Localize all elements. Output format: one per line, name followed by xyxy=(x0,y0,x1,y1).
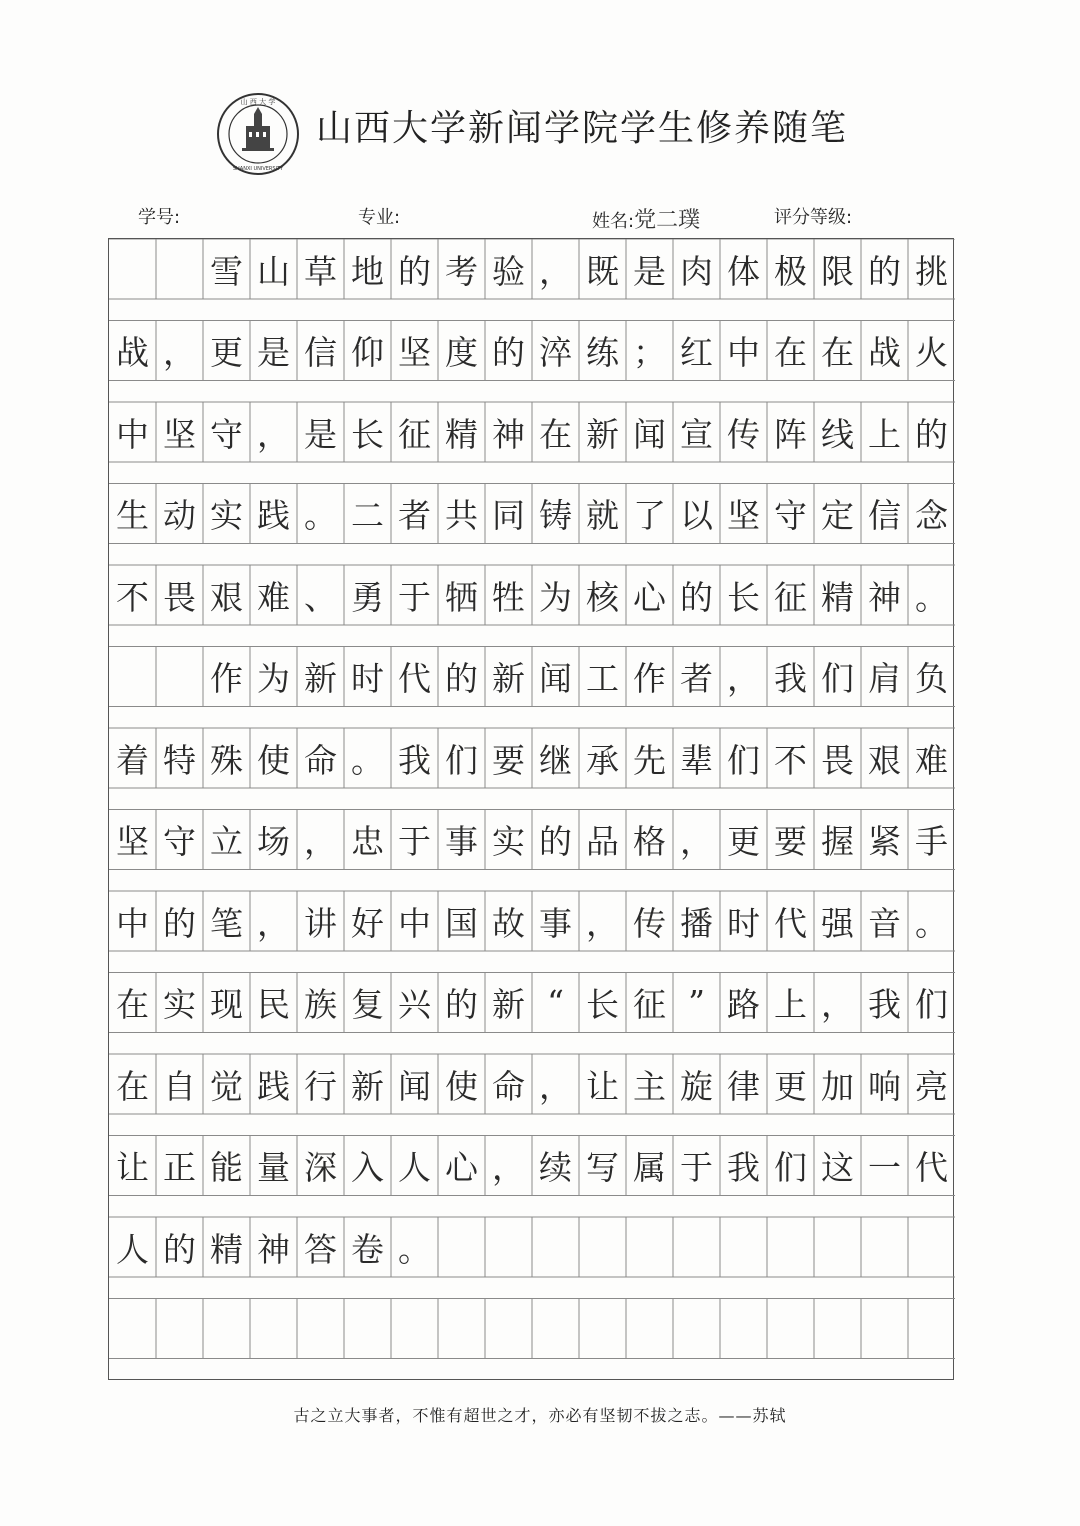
grid-cell: 时 xyxy=(351,659,384,698)
grid-cell: 行 xyxy=(304,1066,337,1106)
grid-cell: 于 xyxy=(398,577,431,617)
grid-cell: 新 xyxy=(492,985,525,1024)
grid-cell: 紧 xyxy=(868,822,901,861)
grid-cell: 信 xyxy=(304,333,337,372)
grid-cell: 新 xyxy=(586,414,619,454)
grid-cell: 艰 xyxy=(210,577,243,617)
grid-cell: 的 xyxy=(539,822,572,861)
grid-cell: 承 xyxy=(586,740,619,780)
grid-cell: 考 xyxy=(445,251,478,291)
grid-cell: 好 xyxy=(351,903,384,943)
grid-cell: 神 xyxy=(868,577,901,617)
grid-cell: 辈 xyxy=(680,740,713,780)
grid-cell: 律 xyxy=(727,1066,760,1106)
svg-text:山 西 大 学: 山 西 大 学 xyxy=(240,98,276,106)
grid-cell: 长 xyxy=(351,414,384,454)
grid-cell xyxy=(673,1217,720,1277)
grid-cell xyxy=(344,1299,391,1359)
grid-cell xyxy=(814,1299,861,1359)
grid-cell: 更 xyxy=(210,333,243,372)
grid-cell: 们 xyxy=(915,985,948,1024)
grid-cell: 实 xyxy=(492,822,525,861)
grid-cell: 艰 xyxy=(868,740,901,780)
grid-cell xyxy=(908,1299,955,1359)
grid-cell: ， xyxy=(492,1148,525,1187)
name-label: 姓名: xyxy=(592,211,635,232)
grid-cell: 格 xyxy=(633,822,666,861)
grid-cell: 量 xyxy=(257,1148,290,1187)
grid-cell: ， xyxy=(163,333,196,372)
grid-cell xyxy=(579,1299,626,1359)
grid-cell: 事 xyxy=(539,903,572,943)
grid-cell: ， xyxy=(539,251,572,291)
grid-row xyxy=(109,402,955,462)
grid-cell: 上 xyxy=(868,414,901,454)
grid-row xyxy=(109,239,955,299)
grid-cell: 铸 xyxy=(539,496,572,535)
grid-cell: 动 xyxy=(163,496,196,535)
grid-cell: 为 xyxy=(257,659,290,698)
grid-row xyxy=(109,321,955,381)
grid-row xyxy=(109,1299,955,1359)
grid-cell: 们 xyxy=(445,740,478,780)
grid-cell: 们 xyxy=(774,1148,807,1187)
grid-cell: 难 xyxy=(915,740,948,780)
grid-cell: 畏 xyxy=(163,577,196,617)
grid-cell: 心 xyxy=(445,1148,478,1187)
grid-cell: 实 xyxy=(210,496,243,535)
grid-cell xyxy=(861,1217,908,1277)
grid-cell xyxy=(532,1217,579,1277)
writing-grid xyxy=(108,238,954,1380)
grid-cell: 定 xyxy=(821,496,854,535)
grid-cell: 、 xyxy=(304,577,337,617)
grid-cell: 限 xyxy=(821,251,854,291)
grid-cell xyxy=(297,1299,344,1359)
grid-cell: 践 xyxy=(257,1066,290,1106)
grid-cell: 正 xyxy=(163,1148,196,1187)
grid-cell: 深 xyxy=(304,1148,337,1187)
grid-cell: 念 xyxy=(915,496,948,535)
grid-cell: 让 xyxy=(116,1148,149,1187)
grid-cell: 的 xyxy=(868,251,901,291)
grid-cell: 淬 xyxy=(539,333,572,372)
grid-cell: 雪 xyxy=(210,251,243,291)
grid-cell: 工 xyxy=(586,659,619,698)
grid-cell: 续 xyxy=(539,1148,572,1187)
grid-cell: 。 xyxy=(915,903,948,943)
grid-cell: 继 xyxy=(539,740,572,780)
grid-row xyxy=(109,1054,955,1114)
grid-cell xyxy=(485,1217,532,1277)
grid-row xyxy=(109,810,955,870)
grid-row xyxy=(109,565,955,625)
grid-cell: 的 xyxy=(680,577,713,617)
grid-cell: 于 xyxy=(680,1148,713,1187)
grid-cell: 在 xyxy=(539,414,572,454)
grid-cell: 的 xyxy=(915,414,948,454)
grid-cell: ， xyxy=(821,985,854,1024)
grid-row xyxy=(109,1217,955,1277)
grid-cell: 牲 xyxy=(492,577,525,617)
grid-cell xyxy=(391,1299,438,1359)
grid-cell: 传 xyxy=(727,414,760,454)
grid-cell xyxy=(626,1299,673,1359)
grid-cell: 极 xyxy=(774,251,807,291)
grid-cell: 守 xyxy=(210,414,243,454)
grid-cell: 握 xyxy=(821,822,854,861)
grid-cell: 忠 xyxy=(351,822,384,861)
grid-cell: 为 xyxy=(539,577,572,617)
grade-label: 评分等级: xyxy=(774,207,853,228)
grid-cell: 牺 xyxy=(445,577,478,617)
grid-cell: 代 xyxy=(915,1148,948,1187)
grid-cell: 上 xyxy=(774,985,807,1024)
grid-cell: 我 xyxy=(868,985,901,1024)
grid-cell: ， xyxy=(257,903,290,943)
grid-row xyxy=(109,647,955,707)
grid-cell: 的 xyxy=(398,251,431,291)
grid-cell: 仰 xyxy=(351,333,384,372)
grid-cell: 在 xyxy=(774,333,807,372)
grid-cell: 立 xyxy=(210,822,243,861)
grid-cell: 者 xyxy=(680,659,713,698)
grid-cell: 练 xyxy=(586,333,619,372)
name-value: 党二璞 xyxy=(634,208,701,233)
grid-cell: 阵 xyxy=(774,414,807,454)
grid-cell: 要 xyxy=(774,822,807,861)
grid-cell: 能 xyxy=(210,1148,243,1187)
grid-cell: ， xyxy=(586,903,619,943)
grid-cell: 体 xyxy=(727,251,760,291)
grid-cell: 在 xyxy=(821,333,854,372)
grid-cell: 生 xyxy=(116,496,149,535)
student-id-label: 学号: xyxy=(138,207,181,228)
grid-cell: 践 xyxy=(257,496,290,535)
grid-row xyxy=(109,973,955,1033)
grid-cell: 自 xyxy=(163,1066,196,1106)
grid-cell: 同 xyxy=(492,496,525,535)
grid-cell: 守 xyxy=(163,822,196,861)
grid-cell: 的 xyxy=(445,659,478,698)
grid-cell: 线 xyxy=(821,414,854,454)
grid-cell: 新 xyxy=(351,1066,384,1106)
grid-cell: 更 xyxy=(727,822,760,861)
grid-cell: 新 xyxy=(492,659,525,698)
grid-cell: 中 xyxy=(116,903,149,943)
grid-cell: 山 xyxy=(257,251,290,291)
grid-cell: 长 xyxy=(586,985,619,1024)
footer-quote: 古之立大事者，不惟有超世之才，亦必有坚韧不拔之志。——苏轼 xyxy=(293,1406,787,1425)
grid-cell: 传 xyxy=(633,903,666,943)
grid-cell: 的 xyxy=(492,333,525,372)
grid-cell xyxy=(767,1217,814,1277)
grid-cell: 我 xyxy=(727,1148,760,1187)
grid-cell: 的 xyxy=(445,985,478,1024)
grid-cell: 觉 xyxy=(210,1066,243,1106)
grid-cell: 们 xyxy=(821,659,854,698)
grid-cell xyxy=(626,1217,673,1277)
grid-cell: 既 xyxy=(586,251,619,291)
grid-cell: 我 xyxy=(774,659,807,698)
grid-cell: 闻 xyxy=(539,659,572,698)
grid-cell xyxy=(109,1299,156,1359)
grid-cell: 使 xyxy=(445,1066,478,1106)
grid-cell: 长 xyxy=(727,577,760,617)
grid-cell: 是 xyxy=(633,251,666,291)
grid-cell xyxy=(109,239,156,299)
grid-cell: 我 xyxy=(398,740,431,780)
grid-cell: 草 xyxy=(304,251,337,291)
grid-cell: 坚 xyxy=(727,496,760,535)
grid-cell: 以 xyxy=(680,496,713,535)
grid-cell: 中 xyxy=(398,903,431,943)
grid-cell xyxy=(438,1299,485,1359)
grid-cell: 代 xyxy=(774,903,807,943)
grid-cell: 核 xyxy=(586,577,619,617)
grid-cell: 精 xyxy=(821,577,854,617)
grid-cell: 加 xyxy=(821,1066,854,1106)
grid-cell: ， xyxy=(539,1066,572,1106)
grid-cell: 人 xyxy=(398,1148,431,1187)
grid-row xyxy=(109,484,955,544)
grid-cell: 。 xyxy=(351,740,384,780)
grid-cell xyxy=(156,239,203,299)
grid-cell: 先 xyxy=(633,740,666,780)
grid-cell: ， xyxy=(680,822,713,861)
major-label: 专业: xyxy=(358,207,401,228)
grid-cell: 心 xyxy=(633,577,666,617)
grid-cell: 兴 xyxy=(398,985,431,1024)
grid-cell: 实 xyxy=(163,985,196,1024)
grid-cell: 着 xyxy=(116,740,149,780)
grid-cell: 音 xyxy=(868,903,901,943)
grid-cell xyxy=(156,647,203,707)
grid-cell: 挑 xyxy=(915,251,948,291)
grid-cell: 肩 xyxy=(868,659,901,698)
grid-cell xyxy=(532,1299,579,1359)
grid-cell: 笔 xyxy=(210,903,243,943)
grid-cell: 一 xyxy=(868,1148,901,1187)
grid-cell: 复 xyxy=(351,985,384,1024)
grid-cell: 精 xyxy=(445,414,478,454)
svg-text:SHANXI UNIVERSITY: SHANXI UNIVERSITY xyxy=(232,166,284,172)
grid-cell: 民 xyxy=(257,985,290,1024)
grid-cell: 者 xyxy=(398,496,431,535)
grid-cell: 族 xyxy=(304,985,337,1024)
grid-cell xyxy=(908,1217,955,1277)
grid-cell: 。 xyxy=(398,1229,431,1269)
grid-cell: 宣 xyxy=(680,414,713,454)
grid-cell: 坚 xyxy=(116,822,149,861)
grid-cell: 火 xyxy=(915,333,948,372)
grid-cell: 更 xyxy=(774,1066,807,1106)
grid-cell: 神 xyxy=(257,1229,290,1269)
grid-cell: 属 xyxy=(633,1148,666,1187)
grid-cell: 作 xyxy=(633,659,666,698)
grid-cell: 强 xyxy=(821,903,854,943)
grid-cell: 就 xyxy=(586,496,619,535)
grid-cell: ； xyxy=(633,333,666,372)
grid-cell: 要 xyxy=(492,740,525,780)
page-title: 山西大学新闻学院学生修养随笔 xyxy=(316,108,849,149)
grid-cell: 写 xyxy=(586,1148,619,1187)
grid-cell xyxy=(579,1217,626,1277)
grid-cell: 坚 xyxy=(163,414,196,454)
grid-cell: 肉 xyxy=(680,251,713,291)
grid-cell: 代 xyxy=(398,659,431,698)
grid-cell: 。 xyxy=(915,577,948,617)
grid-cell: 让 xyxy=(586,1066,619,1106)
grid-cell: 验 xyxy=(492,251,525,291)
grid-cell: 亮 xyxy=(915,1066,948,1106)
grid-cell: 不 xyxy=(116,577,149,617)
grid-cell: 中 xyxy=(116,414,149,454)
grid-cell xyxy=(109,647,156,707)
grid-cell xyxy=(485,1299,532,1359)
grid-cell: 征 xyxy=(774,577,807,617)
grid-cell: 讲 xyxy=(304,903,337,943)
university-seal-logo xyxy=(216,92,300,176)
grid-cell: ， xyxy=(257,414,290,454)
grid-cell: 新 xyxy=(304,659,337,698)
grid-cell: 国 xyxy=(445,903,478,943)
grid-cell: 这 xyxy=(821,1148,854,1187)
grid-cell: 战 xyxy=(116,333,149,372)
grid-row xyxy=(109,1136,955,1196)
grid-cell: 共 xyxy=(445,496,478,535)
grid-cell xyxy=(720,1299,767,1359)
grid-cell: 殊 xyxy=(210,740,243,780)
grid-cell: 闻 xyxy=(398,1066,431,1106)
grid-cell: 中 xyxy=(727,333,760,372)
grid-cell: 坚 xyxy=(398,333,431,372)
grid-cell: 场 xyxy=(257,822,290,861)
grid-cell: 事 xyxy=(445,822,478,861)
grid-cell: 的 xyxy=(163,903,196,943)
grid-cell: 特 xyxy=(163,740,196,780)
grid-cell: ， xyxy=(727,659,760,698)
grid-cell xyxy=(250,1299,297,1359)
grid-cell: 战 xyxy=(868,333,901,372)
grid-cell: 命 xyxy=(492,1066,525,1106)
grid-cell: 。 xyxy=(304,496,337,535)
grid-cell: 度 xyxy=(445,333,478,372)
grid-cell: “ xyxy=(547,983,564,1022)
grid-cell: 故 xyxy=(492,903,525,943)
grid-cell: 时 xyxy=(727,903,760,943)
grid-cell: 入 xyxy=(351,1148,384,1187)
grid-cell: 响 xyxy=(868,1066,901,1106)
grid-cell: 答 xyxy=(304,1229,337,1269)
grid-cell: 红 xyxy=(680,333,713,372)
grid-cell: 卷 xyxy=(351,1229,384,1269)
grid-cell xyxy=(861,1299,908,1359)
grid-cell: 于 xyxy=(398,822,431,861)
grid-cell: 作 xyxy=(210,659,243,698)
grid-cell: 信 xyxy=(868,496,901,535)
grid-cell: 使 xyxy=(257,740,290,780)
grid-cell: 路 xyxy=(727,985,760,1024)
grid-cell: 负 xyxy=(915,659,948,698)
grid-cell: 现 xyxy=(210,985,243,1024)
grid-cell: 是 xyxy=(257,333,290,372)
grid-cell: 在 xyxy=(116,1066,149,1106)
grid-cell: 二 xyxy=(351,496,384,535)
grid-cell xyxy=(673,1299,720,1359)
grid-cell: 守 xyxy=(774,496,807,535)
grid-cell xyxy=(438,1217,485,1277)
grid-cell: 手 xyxy=(915,822,948,861)
grid-cell: 不 xyxy=(774,740,807,780)
grid-cell: 征 xyxy=(633,985,666,1024)
grid-cell: 地 xyxy=(351,251,384,291)
grid-cell: 在 xyxy=(116,985,149,1024)
grid-cell: ， xyxy=(304,822,337,861)
grid-cell: 人 xyxy=(116,1229,149,1269)
name-field xyxy=(592,203,700,234)
grid-cell: 命 xyxy=(304,740,337,780)
grid-cell xyxy=(814,1217,861,1277)
grid-cell: 勇 xyxy=(351,577,384,617)
grid-cell: 的 xyxy=(163,1229,196,1269)
grid-cell: 了 xyxy=(633,496,666,535)
grid-cell: 播 xyxy=(680,903,713,943)
grid-cell xyxy=(156,1299,203,1359)
grid-cell: 们 xyxy=(727,740,760,780)
grid-cell xyxy=(720,1217,767,1277)
grid-cell: 难 xyxy=(257,577,290,617)
grid-cell: 是 xyxy=(304,414,337,454)
grid-row xyxy=(109,728,955,788)
grid-cell xyxy=(767,1299,814,1359)
grid-cell: 主 xyxy=(633,1066,666,1106)
grid-cell: 精 xyxy=(210,1229,243,1269)
grid-cell: 神 xyxy=(492,414,525,454)
grid-cell: 闻 xyxy=(633,414,666,454)
grid-cell: ” xyxy=(688,983,705,1022)
grid-cell: 畏 xyxy=(821,740,854,780)
grid-row xyxy=(109,891,955,951)
grid-cell: 旋 xyxy=(680,1066,713,1106)
grid-cell xyxy=(203,1299,250,1359)
grid-cell: 品 xyxy=(586,822,619,861)
grid-cell: 征 xyxy=(398,414,431,454)
